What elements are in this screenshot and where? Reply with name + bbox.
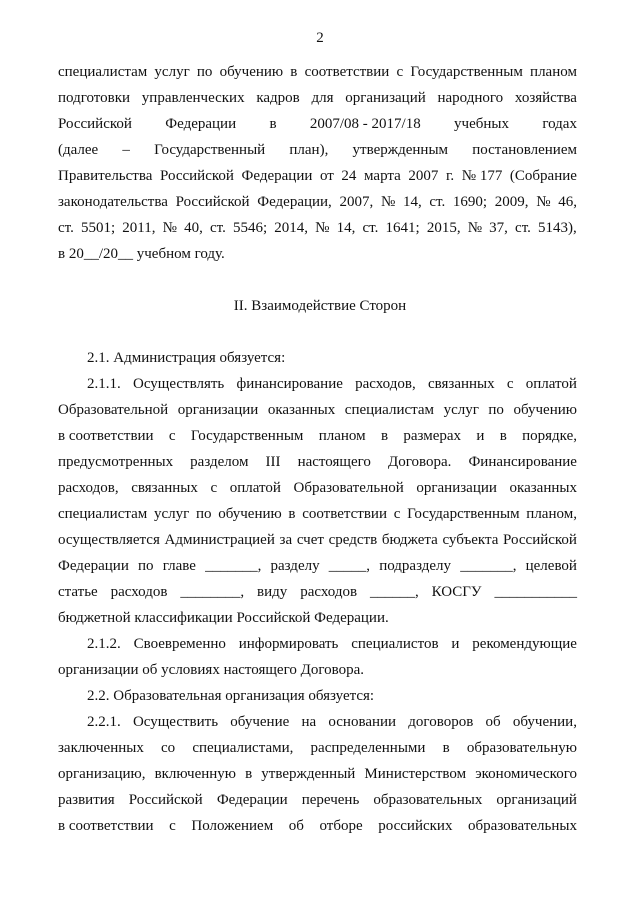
word: (Собрание <box>509 168 577 184</box>
word: Правительства <box>58 168 153 184</box>
word: на <box>301 714 317 730</box>
word: субъекта <box>442 532 499 548</box>
word: за <box>279 532 293 548</box>
word: ________, <box>180 584 245 600</box>
text-line <box>58 556 577 576</box>
word: с <box>393 506 401 522</box>
word: _______, <box>205 558 262 574</box>
word: годах <box>542 116 577 132</box>
word: 5143), <box>538 220 577 236</box>
text-line <box>58 192 577 212</box>
word: ст. <box>362 220 379 236</box>
word: заключенных <box>58 740 144 756</box>
word: организаций <box>496 792 577 808</box>
word: Российской <box>503 532 577 548</box>
text-line <box>87 374 577 394</box>
word: марта <box>364 168 401 184</box>
word: № 177 <box>461 168 503 184</box>
word: настоящего <box>297 454 371 470</box>
word: включенную <box>154 766 237 782</box>
word: расходов, <box>58 480 119 496</box>
word: Министерством <box>364 766 467 782</box>
word: Федерации, <box>257 194 332 210</box>
word: 2014, <box>274 220 309 236</box>
word: утвержденный <box>261 766 356 782</box>
word: обучению <box>218 506 282 522</box>
word: главе <box>162 558 196 574</box>
word: услуг <box>153 506 190 522</box>
word: 5501; <box>80 220 116 236</box>
word: хозяйства <box>514 90 577 106</box>
word: по <box>195 506 212 522</box>
word: соответствии <box>304 64 390 80</box>
word: услуг <box>443 402 479 418</box>
word: учебных <box>454 116 509 132</box>
text-line <box>58 400 577 420</box>
word: Государственный <box>154 142 266 158</box>
word: порядке, <box>522 428 577 444</box>
word: и <box>451 636 460 652</box>
text-line <box>58 218 577 238</box>
word: экономического <box>475 766 577 782</box>
word: соответствии <box>302 506 387 522</box>
word: 2.1.1. <box>87 376 121 392</box>
clause-heading: 2.2. Образовательная организация обязуется: <box>87 688 375 704</box>
word: целевой <box>525 558 577 574</box>
word: Осуществить <box>132 714 219 730</box>
word: российских <box>378 818 453 834</box>
word: оплатой <box>229 480 281 496</box>
word: 14, <box>336 220 356 236</box>
word: 40, <box>184 220 203 236</box>
word: КОСГУ <box>431 584 482 600</box>
word: Российской <box>128 792 203 808</box>
word: специалистам <box>58 506 148 522</box>
word: разделу <box>270 558 320 574</box>
word: ст. <box>515 220 531 236</box>
word: по <box>196 64 213 80</box>
word: ______, <box>369 584 419 600</box>
word: в соответствии <box>58 428 154 444</box>
word: Финансирование <box>468 454 577 470</box>
word: обучению <box>513 402 577 418</box>
word: расходов <box>300 584 358 600</box>
word: в <box>499 428 507 444</box>
word: III <box>265 454 281 470</box>
word: утвержденным <box>352 142 449 158</box>
word: отборе <box>319 818 363 834</box>
word: 2009, <box>494 194 529 210</box>
text-line <box>58 478 577 498</box>
word: организации <box>177 402 259 418</box>
word: образовательную <box>466 740 577 756</box>
word: оказанных <box>509 480 577 496</box>
word: Федерации <box>241 168 313 184</box>
word: услуг <box>154 64 190 80</box>
word: в <box>442 740 450 756</box>
word: и <box>476 428 485 444</box>
word: для <box>311 90 334 106</box>
word: № <box>380 194 396 210</box>
word: об <box>288 818 304 834</box>
word: с <box>169 818 176 834</box>
word: планом <box>530 64 577 80</box>
word: Российской <box>58 116 132 132</box>
word: № <box>162 220 177 236</box>
word: 2007/08 - 2017/18 <box>309 116 421 132</box>
word: 24 <box>341 168 357 184</box>
word: г. <box>445 168 455 184</box>
word: Положением <box>191 818 274 834</box>
section-heading: II. Взаимодействие Сторон <box>233 298 407 314</box>
word: специалистам <box>58 64 148 80</box>
word: – <box>122 142 130 158</box>
word: виду <box>257 584 288 600</box>
word: по <box>488 402 504 418</box>
text-line <box>58 530 577 550</box>
word: Российской <box>175 194 250 210</box>
word: Российской <box>160 168 234 184</box>
word: № <box>536 194 551 210</box>
word: 46, <box>558 194 577 210</box>
word: договоров <box>408 714 474 730</box>
word: Образовательной <box>58 402 169 418</box>
word: предусмотренных <box>58 454 174 470</box>
word: подразделу <box>379 558 452 574</box>
word: Образовательной <box>293 480 404 496</box>
text-line: организации об условиях настоящего Договора. <box>58 662 365 678</box>
word: 1690; <box>452 194 488 210</box>
word: Государственным <box>190 428 304 444</box>
word: № <box>315 220 330 236</box>
word: план), <box>289 142 329 158</box>
word: народного <box>437 90 504 106</box>
word: № <box>467 220 483 236</box>
word: ст. <box>429 194 446 210</box>
word: статье <box>58 584 98 600</box>
word: специалистам <box>344 402 435 418</box>
word: в <box>269 116 277 132</box>
word: 2007 <box>408 168 439 184</box>
word: управленческих <box>141 90 245 106</box>
word: 2007, <box>339 194 374 210</box>
page-number: 2 <box>316 30 324 46</box>
word: специалистами, <box>192 740 294 756</box>
word: 14, <box>402 194 422 210</box>
word: средств <box>328 532 378 548</box>
word: 2011, <box>122 220 156 236</box>
text-line <box>58 62 577 82</box>
text-line <box>58 426 577 446</box>
word: 5546; <box>232 220 268 236</box>
word: _____, <box>328 558 371 574</box>
word: по <box>138 558 154 574</box>
word: со <box>161 740 176 756</box>
word: оказанных <box>267 402 336 418</box>
word: Осуществлять <box>132 376 225 392</box>
word: организаций <box>345 90 426 106</box>
text-line <box>58 764 577 784</box>
text-line <box>58 790 577 810</box>
clause-heading: 2.1. Администрация обязуется: <box>87 350 286 366</box>
word: постановлением <box>472 142 577 158</box>
word: Федерации <box>216 792 288 808</box>
text-line <box>87 712 577 732</box>
text-line <box>58 582 577 602</box>
word: с <box>210 480 218 496</box>
word: Государственным <box>410 64 523 80</box>
word: планом, <box>526 506 577 522</box>
word: 37, <box>489 220 508 236</box>
word: связанных <box>427 376 495 392</box>
word: законодательства <box>58 194 168 210</box>
word: планом <box>318 428 366 444</box>
text-line <box>58 504 577 524</box>
word: 2.1.2. <box>87 636 121 652</box>
word: перечень <box>301 792 360 808</box>
word: 2015, <box>426 220 461 236</box>
word: в <box>290 64 298 80</box>
word: об <box>485 714 501 730</box>
text-line <box>87 634 577 654</box>
word: Администрацией <box>164 532 275 548</box>
word: Своевременно <box>133 636 226 652</box>
text-line <box>58 816 577 836</box>
word: в <box>288 506 296 522</box>
word: образовательных <box>468 818 577 834</box>
word: Государственным <box>407 506 520 522</box>
word: счет <box>296 532 324 548</box>
word: ст. <box>58 220 74 236</box>
text-line <box>58 140 577 160</box>
word: образовательных <box>373 792 483 808</box>
word: обучению <box>219 64 284 80</box>
text-line <box>58 452 577 472</box>
text-line <box>58 738 577 758</box>
text-line: в 20__/20__ учебном году. <box>58 246 225 262</box>
text-line <box>58 88 577 108</box>
word: финансирование <box>236 376 343 392</box>
word: в <box>245 766 253 782</box>
word: ___________ <box>494 584 577 600</box>
word: 1641; <box>385 220 420 236</box>
text-line <box>58 166 577 186</box>
word: разделом <box>190 454 249 470</box>
word: ст. <box>209 220 226 236</box>
word: с <box>396 64 404 80</box>
word: от <box>319 168 334 184</box>
word: расходов, <box>355 376 416 392</box>
word: (далее <box>58 142 99 158</box>
word: расходов <box>110 584 168 600</box>
word: основании <box>328 714 397 730</box>
word: информировать <box>238 636 339 652</box>
word: с <box>506 376 514 392</box>
word: Федерации <box>165 116 237 132</box>
word: _______, <box>460 558 517 574</box>
word: подготовки <box>58 90 131 106</box>
word: обучение <box>230 714 290 730</box>
word: бюджета <box>381 532 438 548</box>
word: распределенными <box>310 740 426 756</box>
word: в соответствии <box>58 818 154 834</box>
word: обучении, <box>512 714 577 730</box>
word: организации <box>416 480 497 496</box>
word: специалистов <box>351 636 439 652</box>
word: оплатой <box>525 376 577 392</box>
word: размерах <box>403 428 462 444</box>
word: в <box>380 428 389 444</box>
word: осуществляется <box>58 532 160 548</box>
word: Федерации <box>58 558 129 574</box>
text-line: бюджетной классификации Российской Федерации. <box>58 610 389 626</box>
word: Договора. <box>387 454 452 470</box>
word: рекомендующие <box>472 636 577 652</box>
word: с <box>168 428 176 444</box>
word: 2.2.1. <box>87 714 121 730</box>
word: кадров <box>256 90 300 106</box>
word: организацию, <box>58 766 146 782</box>
word: связанных <box>131 480 198 496</box>
word: развития <box>58 792 115 808</box>
text-line <box>58 114 577 134</box>
